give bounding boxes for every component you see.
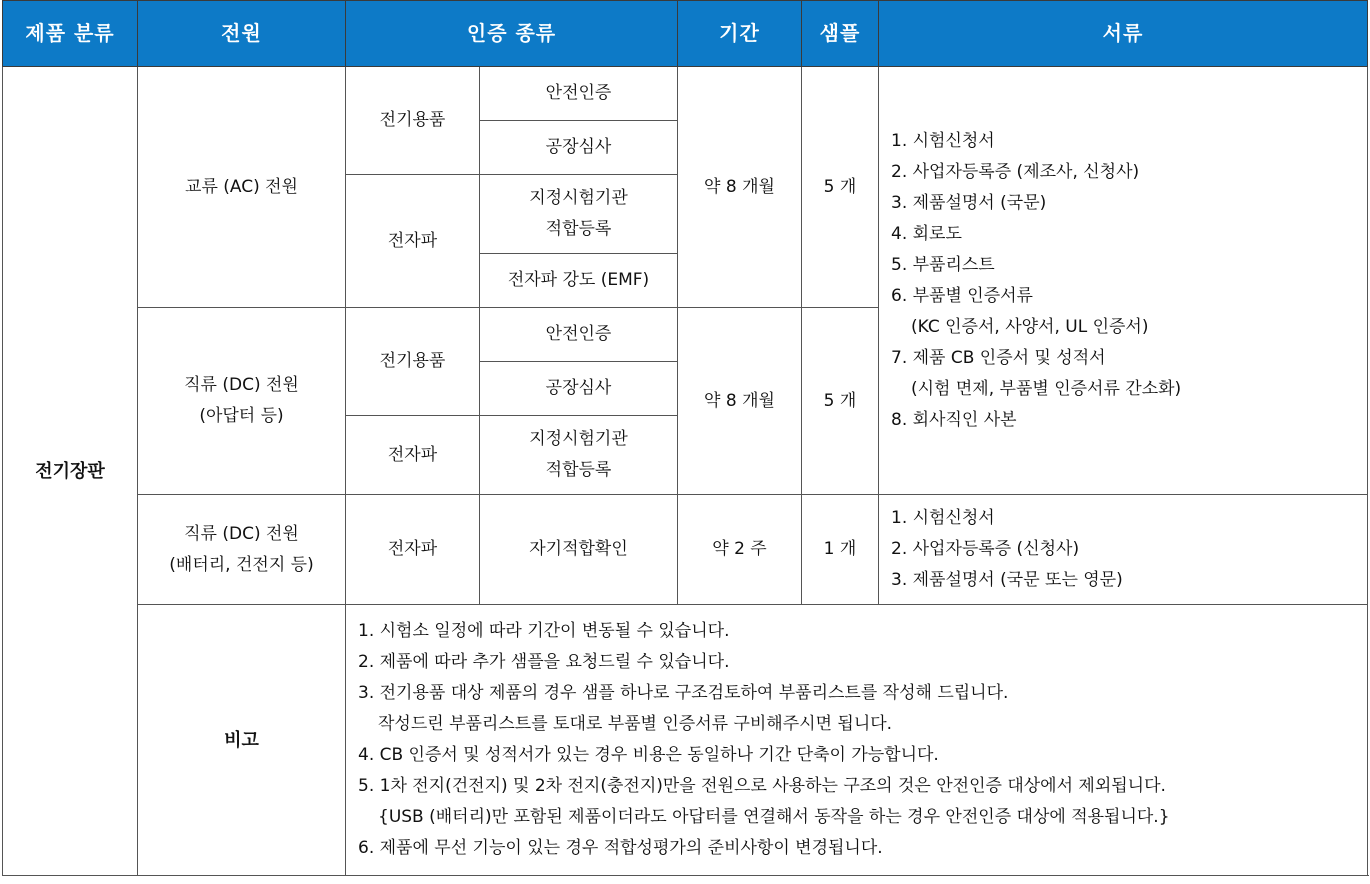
docs-battery-list	[891, 503, 1361, 596]
header-row	[3, 1, 1368, 67]
dc-adapter-designated-lab	[480, 416, 678, 495]
dc-battery-self-conformity: 자기적합확인	[480, 495, 678, 605]
remark-item: 5. 1차 전지(건전지) 및 2차 전지(충전지)만을 전원으로 사용하는 구조의 것은 안전인증 대상에서 제외됩니다.	[358, 776, 1166, 796]
docs-battery	[879, 495, 1368, 605]
dc-adapter-power-line2: (아답터 등)	[199, 406, 284, 426]
docs-main	[879, 67, 1368, 495]
dc-adapter-designated-line1: 지정시험기관	[529, 429, 628, 449]
dc-adapter-sample: 5 개	[802, 308, 879, 495]
remark-item: 작성드린 부품리스트를 토대로 부품별 인증서류 구비해주시면 됩니다.	[378, 714, 893, 734]
dc-battery-power-line1: 직류 (DC) 전원	[184, 523, 299, 544]
header-power: 전원	[138, 1, 346, 67]
ac-emf: 전자파 강도 (EMF)	[480, 254, 678, 308]
ac-factory-audit: 공장심사	[480, 121, 678, 175]
table-row	[3, 67, 1368, 121]
dc-adapter-period: 약 8 개월	[678, 308, 802, 495]
doc-item: 3. 제품설명서 (국문)	[891, 192, 1047, 213]
remarks-row	[3, 605, 1368, 876]
dc-adapter-power-line1: 직류 (DC) 전원	[184, 375, 299, 395]
dc-adapter-power	[138, 308, 346, 495]
doc-item: 8. 회사직인 사본	[891, 409, 1017, 430]
ac-period: 약 8 개월	[678, 67, 802, 308]
header-sample: 샘플	[802, 1, 879, 67]
remarks-label: 비고	[138, 605, 346, 876]
dc-adapter-elec-group: 전기용품	[346, 308, 480, 416]
ac-emw-group: 전자파	[346, 175, 480, 308]
dc-battery-period: 약 2 주	[678, 495, 802, 605]
header-documents: 서류	[879, 1, 1368, 67]
table-row	[3, 495, 1368, 605]
dc-battery-emw-group: 전자파	[346, 495, 480, 605]
ac-designated-line1: 지정시험기관	[529, 188, 628, 208]
remark-item: 3. 전기용품 대상 제품의 경우 샘플 하나로 구조검토하여 부품리스트를 작성해 드립니다.	[358, 683, 1009, 703]
dc-adapter-safety-cert: 안전인증	[480, 308, 678, 362]
docs-main-list	[891, 126, 1361, 436]
header-cert-type: 인증 종류	[346, 1, 678, 67]
remark-item: 2. 제품에 따라 추가 샘플을 요청드릴 수 있습니다.	[358, 652, 730, 672]
dc-adapter-emw-group: 전자파	[346, 416, 480, 495]
doc-item: 3. 제품설명서 (국문 또는 영문)	[891, 570, 1123, 590]
doc-item: (KC 인증서, 사양서, UL 인증서)	[911, 316, 1149, 337]
ac-power: 교류 (AC) 전원	[138, 67, 346, 308]
remark-item: 4. CB 인증서 및 성적서가 있는 경우 비용은 동일하나 기간 단축이 가능합니다.	[358, 745, 939, 765]
header-period: 기간	[678, 1, 802, 67]
dc-adapter-factory-audit: 공장심사	[480, 362, 678, 416]
dc-battery-sample: 1 개	[802, 495, 879, 605]
dc-adapter-designated-line2: 적합등록	[545, 460, 612, 480]
header-category: 제품 분류	[3, 1, 138, 67]
doc-item: 1. 시험신청서	[891, 508, 995, 528]
ac-designated-lab	[480, 175, 678, 254]
doc-item: 6. 부품별 인증서류	[891, 285, 1033, 306]
ac-sample: 5 개	[802, 67, 879, 308]
ac-elec-group: 전기용품	[346, 67, 480, 175]
remark-item: {USB (배터리)만 포함된 제품이더라도 아답터를 연결해서 동작을 하는 경우 안전인증 대상에 적용됩니다.}	[378, 807, 1170, 827]
dc-battery-power	[138, 495, 346, 605]
remarks-list	[358, 616, 1361, 864]
remark-item: 1. 시험소 일정에 따라 기간이 변동될 수 있습니다.	[358, 621, 730, 641]
doc-item: 4. 회로도	[891, 223, 962, 244]
doc-item: 2. 사업자등록증 (제조사, 신청사)	[891, 161, 1140, 182]
dc-battery-power-line2: (배터리, 건전지 등)	[169, 554, 314, 575]
ac-safety-cert: 안전인증	[480, 67, 678, 121]
certification-table	[2, 0, 1368, 876]
doc-item: 1. 시험신청서	[891, 130, 995, 151]
remarks-content	[346, 605, 1368, 876]
doc-item: (시험 면제, 부품별 인증서류 간소화)	[911, 378, 1182, 399]
remark-item: 6. 제품에 무선 기능이 있는 경우 적합성평가의 준비사항이 변경됩니다.	[358, 838, 883, 858]
doc-item: 2. 사업자등록증 (신청사)	[891, 539, 1080, 559]
doc-item: 5. 부품리스트	[891, 254, 995, 275]
doc-item: 7. 제품 CB 인증서 및 성적서	[891, 347, 1106, 368]
product-name: 전기장판	[3, 67, 138, 876]
ac-designated-line2: 적합등록	[545, 219, 612, 239]
